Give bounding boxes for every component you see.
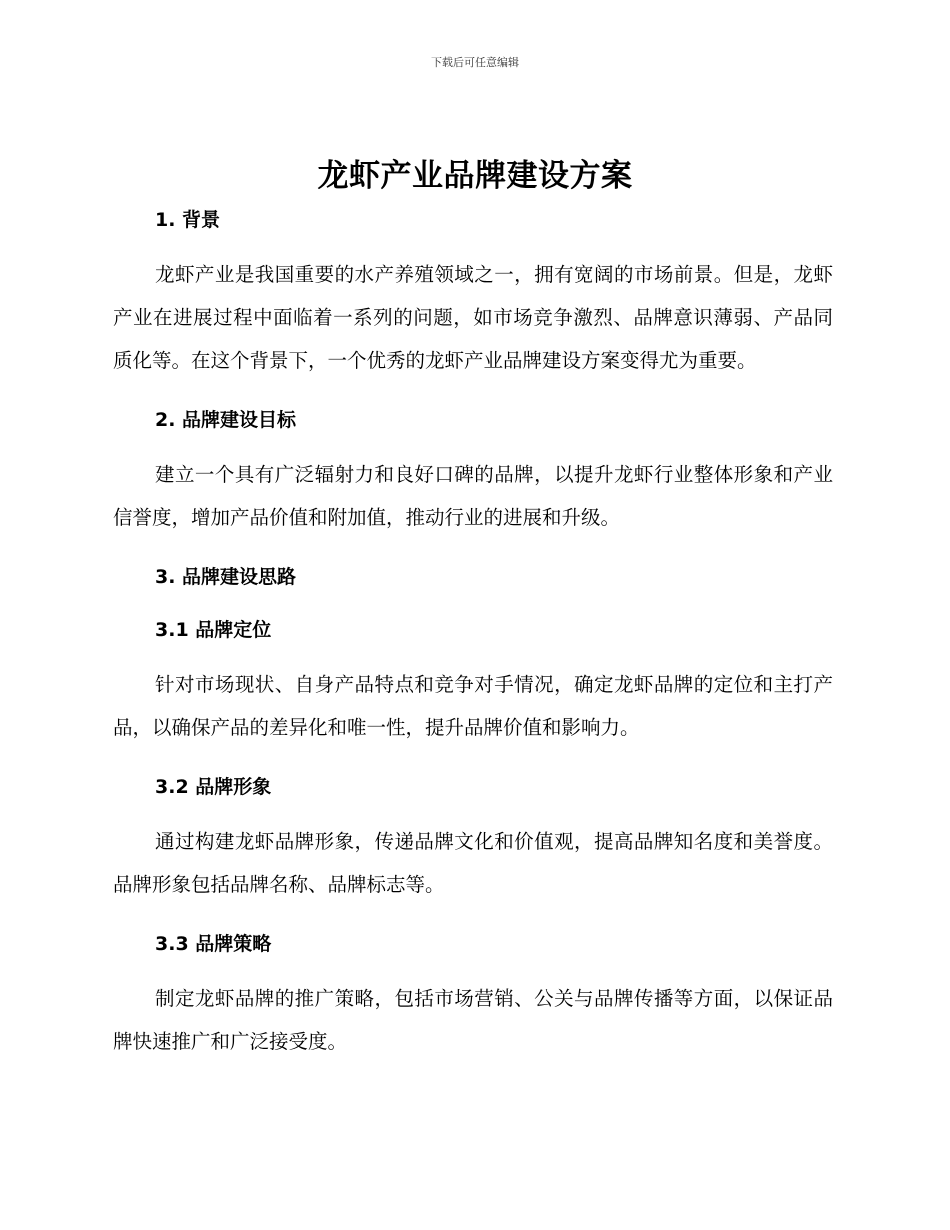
document-title: 龙虾产业品牌建设方案: [317, 158, 633, 194]
header-note: 下载后可任意编辑: [431, 56, 519, 69]
section-paragraph-background: 龙虾产业是我国重要的水产养殖领域之一，拥有宽阔的市场前景。但是，龙虾产业在进展过程中面临着一系列的问题，如市场竞争激烈、品牌意识薄弱、产品同质化等。在这个背景下，一个优秀的龙虾产业品牌建设方案变得尤为重要。: [113, 263, 833, 372]
section-paragraph-positioning: 针对市场现状、自身产品特点和竞争对手情况，确定龙虾品牌的定位和主打产品，以确保产品的差异化和唯一性，提升品牌价值和影响力。: [113, 673, 833, 739]
section-heading-strategy: 3.3 品牌策略: [155, 933, 272, 955]
section-heading-background: 1. 背景: [155, 209, 221, 231]
document-body: [113, 200, 833, 1063]
section-heading-positioning: 3.1 品牌定位: [155, 619, 272, 641]
section-paragraph-image: 通过构建龙虾品牌形象，传递品牌文化和价值观，提高品牌知名度和美誉度。品牌形象包括品牌名称、品牌标志等。: [113, 830, 833, 896]
section-heading-goals: 2. 品牌建设目标: [155, 409, 297, 431]
section-heading-approach: 3. 品牌建设思路: [155, 566, 297, 588]
section-paragraph-goals: 建立一个具有广泛辐射力和良好口碑的品牌，以提升龙虾行业整体形象和产业信誉度，增加产品价值和附加值，推动行业的进展和升级。: [113, 463, 833, 529]
section-paragraph-strategy: 制定龙虾品牌的推广策略，包括市场营销、公关与品牌传播等方面，以保证品牌快速推广和广泛接受度。: [113, 987, 833, 1053]
section-heading-image: 3.2 品牌形象: [155, 776, 272, 798]
